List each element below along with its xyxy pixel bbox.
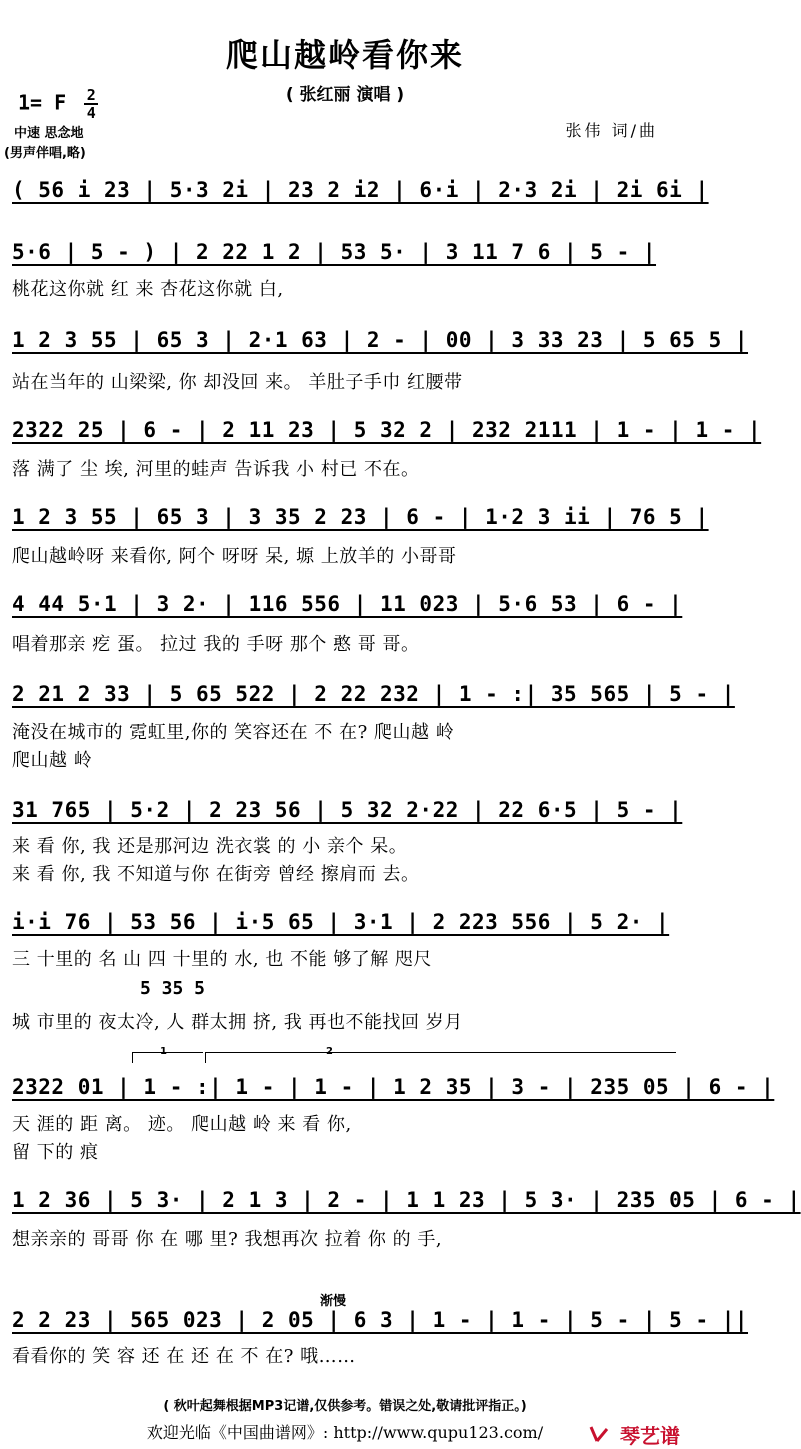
- transcriber-note: ( 秋叶起舞根据MP3记谱,仅供参考。错误之处,敬请批评指正。): [163, 1399, 527, 1414]
- lyric-line: 三 十里的 名 山 四 十里的 水, 也 不能 够了解 咫尺: [12, 949, 432, 970]
- lyric-line: 淹没在城市的 霓虹里,你的 笑容还在 不 在? 爬山越 岭: [12, 722, 455, 743]
- notation-row: 2 2 23 | 565 023 | 2 05 | 6 3 | 1 - | 1 - | 5 - | 5 - ||: [12, 1308, 749, 1332]
- site-logo: [589, 1420, 680, 1449]
- lyric-line: 留 下的 痕: [12, 1142, 99, 1163]
- notation-row: 31 765 | 5·2 | 2 23 56 | 5 32 2·22 | 22 6·5 | 5 - |: [12, 798, 683, 822]
- tempo-marking: 中速 思念地: [14, 126, 84, 141]
- notation-row: ( 56 i 23 | 5·3 2i | 23 2 i2 | 6·i | 2·3 2i | 2i 6i |: [12, 178, 709, 202]
- lyric-line: 来 看 你, 我 不知道与你 在街旁 曾经 擦肩而 去。: [12, 864, 420, 885]
- notation-row: i·i 76 | 53 56 | i·5 65 | 3·1 | 2 223 556 | 5 2· |: [12, 910, 670, 934]
- volta-label-1: 1: [160, 1046, 167, 1057]
- key-signature: [18, 88, 98, 120]
- lyric-line: 桃花这你就 红 来 杏花这你就 白,: [12, 279, 284, 300]
- volta-bracket-1: [132, 1052, 203, 1063]
- grace-notes: 5 35 5: [140, 978, 206, 999]
- notation-row: 1 2 3 55 | 65 3 | 2·1 63 | 2 - | 00 | 3 33 23 | 5 65 5 |: [12, 328, 749, 352]
- lyric-line: 爬山越 岭: [12, 750, 93, 771]
- lyric-line: 站在当年的 山梁梁, 你 却没回 来。 羊肚子手巾 红腰带: [12, 372, 463, 393]
- notation-row: 2 21 2 33 | 5 65 522 | 2 22 232 | 1 - :| 35 565 | 5 - |: [12, 682, 735, 706]
- notation-row: 4 44 5·1 | 3 2· | 116 556 | 11 023 | 5·6 53 | 6 - |: [12, 592, 683, 616]
- song-title: 爬山越岭看你来: [225, 36, 464, 74]
- website-link[interactable]: 欢迎光临《中国曲谱网》: http://www.qupu123.com/: [146, 1423, 544, 1442]
- composer-credit: 张伟 词/曲: [565, 121, 658, 140]
- volta-bracket-2: [205, 1052, 676, 1063]
- tempo-change: 渐慢: [320, 1294, 347, 1309]
- singer-credit: ( 张红丽 演唱 ): [285, 85, 405, 105]
- lyric-line: 来 看 你, 我 还是那河边 洗衣裳 的 小 亲个 呆。: [12, 836, 408, 857]
- logo-icon: [589, 1424, 609, 1448]
- notation-row: 2322 25 | 6 - | 2 11 23 | 5 32 2 | 232 2111 | 1 - | 1 - |: [12, 418, 762, 442]
- lyric-line: 落 满了 尘 埃, 河里的蛙声 告诉我 小 村已 不在。: [12, 459, 420, 480]
- notation-row: 2322 01 | 1 - :| 1 - | 1 - | 1 2 35 | 3 - | 235 05 | 6 - |: [12, 1075, 775, 1099]
- time-signature: [84, 88, 98, 120]
- notation-row: 1 2 36 | 5 3· | 2 1 3 | 2 - | 1 1 23 | 5 3· | 235 05 | 6 - |: [12, 1188, 801, 1212]
- notation-row: 5·6 | 5 - ) | 2 22 1 2 | 53 5· | 3 11 7 6 | 5 - |: [12, 240, 657, 264]
- lyric-line: 想亲亲的 哥哥 你 在 哪 里? 我想再次 拉着 你 的 手,: [12, 1229, 443, 1250]
- accompaniment-note: (男声伴唱,略): [4, 146, 86, 161]
- logo-text: 琴艺谱: [620, 1424, 680, 1448]
- lyric-line: 爬山越岭呀 来看你, 阿个 呀呀 呆, 塬 上放羊的 小哥哥: [12, 546, 457, 567]
- time-top: 2: [86, 86, 96, 104]
- notation-row: 1 2 3 55 | 65 3 | 3 35 2 23 | 6 - | 1·2 3 ii | 76 5 |: [12, 505, 709, 529]
- key-label: 1= F: [18, 90, 67, 115]
- lyric-line: 看看你的 笑 容 还 在 还 在 不 在? 哦……: [12, 1346, 356, 1367]
- volta-label-2: 2: [326, 1046, 333, 1057]
- lyric-line: 天 涯的 距 离。 迹。 爬山越 岭 来 看 你,: [12, 1114, 352, 1135]
- time-bottom: 4: [86, 104, 96, 122]
- lyric-line: 唱着那亲 疙 蛋。 拉过 我的 手呀 那个 憨 哥 哥。: [12, 634, 420, 655]
- lyric-line: 城 市里的 夜太冷, 人 群太拥 挤, 我 再也不能找回 岁月: [12, 1012, 463, 1033]
